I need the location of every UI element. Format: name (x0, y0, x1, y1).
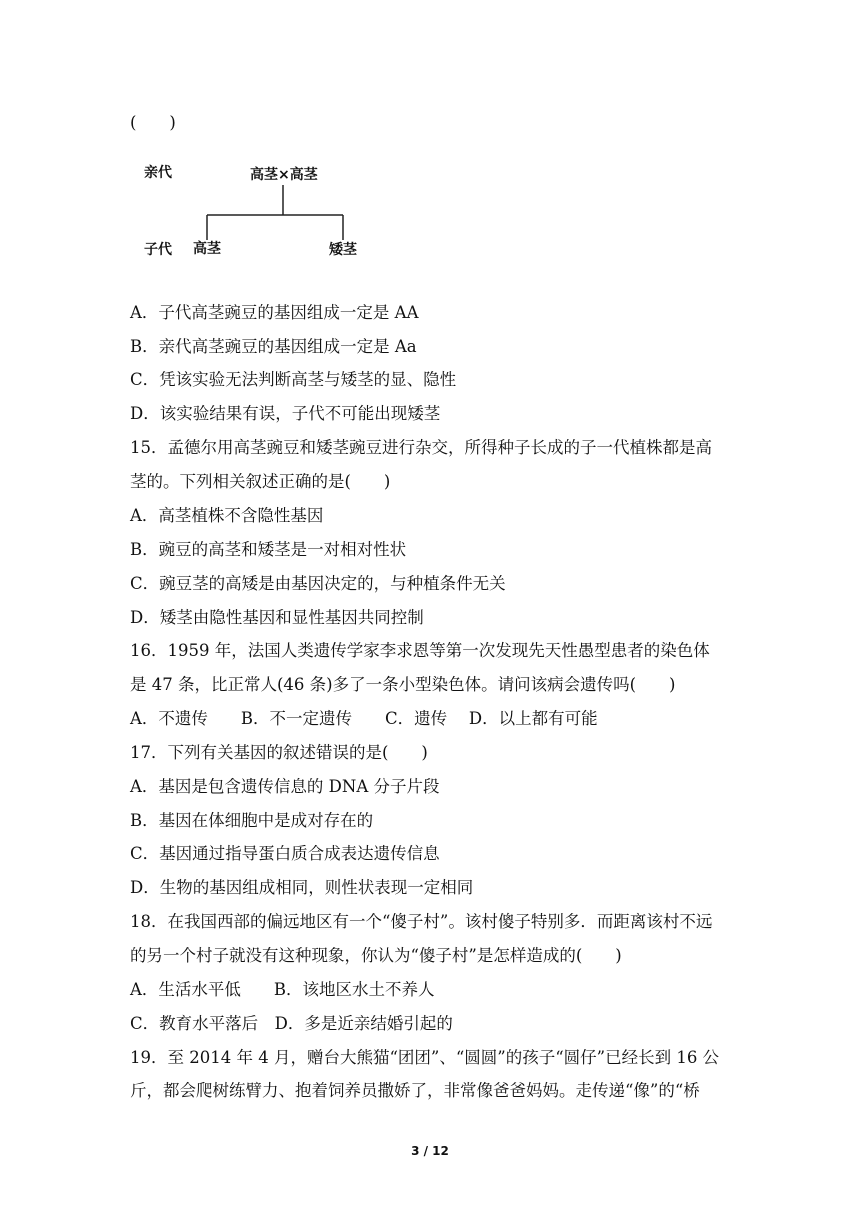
q19-stem-line-2: 斤，都会爬树练臂力、抱着饲养员撒娇了，非常像爸爸妈妈。走传递“像”的“桥 (130, 1081, 700, 1100)
q15-option-a: A．高茎植株不含隐性基因 (130, 506, 324, 525)
q18-stem-line-2: 的另一个村子就没有这种现象，你认为“傻子村”是怎样造成的( ) (130, 946, 622, 965)
parent-cross-label: 高茎×高茎 (250, 167, 318, 183)
q19-stem-line-1: 19．至 2014 年 4 月，赠台大熊猫“团团”、“圆圆”的孩子“圆仔”已经长到 16 公 (130, 1048, 720, 1067)
pedigree-diagram (140, 158, 380, 270)
page-number: 3 / 12 (411, 1144, 449, 1158)
q14-option-d: D．该实验结果有误，子代不可能出现矮茎 (130, 404, 441, 423)
q15-option-d: D．矮茎由隐性基因和显性基因共同控制 (130, 608, 424, 627)
q14-option-a: A．子代高茎豌豆的基因组成一定是 AA (130, 303, 419, 322)
q16-options: A．不遗传 B．不一定遗传 C．遗传 D．以上都有可能 (130, 709, 598, 728)
q17-option-b: B．基因在体细胞中是成对存在的 (130, 811, 374, 830)
parent-generation-label: 亲代 (144, 165, 172, 181)
q15-stem-line-2: 茎的。下列相关叙述正确的是( ) (130, 472, 391, 491)
q14-option-c: C．凭该实验无法判断高茎与矮茎的显、隐性 (130, 370, 457, 389)
offspring-generation-label: 子代 (144, 242, 172, 258)
offspring-tall-label: 高茎 (193, 241, 221, 257)
q18-options-cd: C．教育水平落后 D．多是近亲结婚引起的 (130, 1014, 453, 1033)
q17-option-d: D．生物的基因组成相同，则性状表现一定相同 (130, 878, 474, 897)
q16-stem-line-2: 是 47 条，比正常人(46 条)多了一条小型染色体。请问该病会遗传吗( ) (130, 675, 676, 694)
q16-stem-line-1: 16．1959 年，法国人类遗传学家李求恩等第一次发现先天性愚型患者的染色体 (130, 641, 710, 660)
q18-options-ab: A．生活水平低 B．该地区水土不养人 (130, 980, 435, 999)
q14-option-b: B．亲代高茎豌豆的基因组成一定是 Aa (130, 337, 417, 356)
q15-option-b: B．豌豆的高茎和矮茎是一对相对性状 (130, 540, 407, 559)
q17-option-a: A．基因是包含遗传信息的 DNA 分子片段 (130, 777, 440, 796)
q15-option-c: C．豌豆茎的高矮是由基因决定的，与种植条件无关 (130, 574, 506, 593)
q18-stem-line-1: 18．在我国西部的偏远地区有一个“傻子村”。该村傻子特别多．而距离该村不远 (130, 912, 713, 931)
offspring-short-label: 矮茎 (329, 242, 357, 258)
q17-option-c: C．基因通过指导蛋白质合成表达遗传信息 (130, 844, 440, 863)
q15-stem-line-1: 15．孟德尔用高茎豌豆和矮茎豌豆进行杂交，所得种子长成的子一代植株都是高 (130, 438, 712, 457)
q17-stem: 17．下列有关基因的叙述错误的是( ) (130, 743, 428, 762)
q14-paren: ( ) (130, 113, 176, 132)
